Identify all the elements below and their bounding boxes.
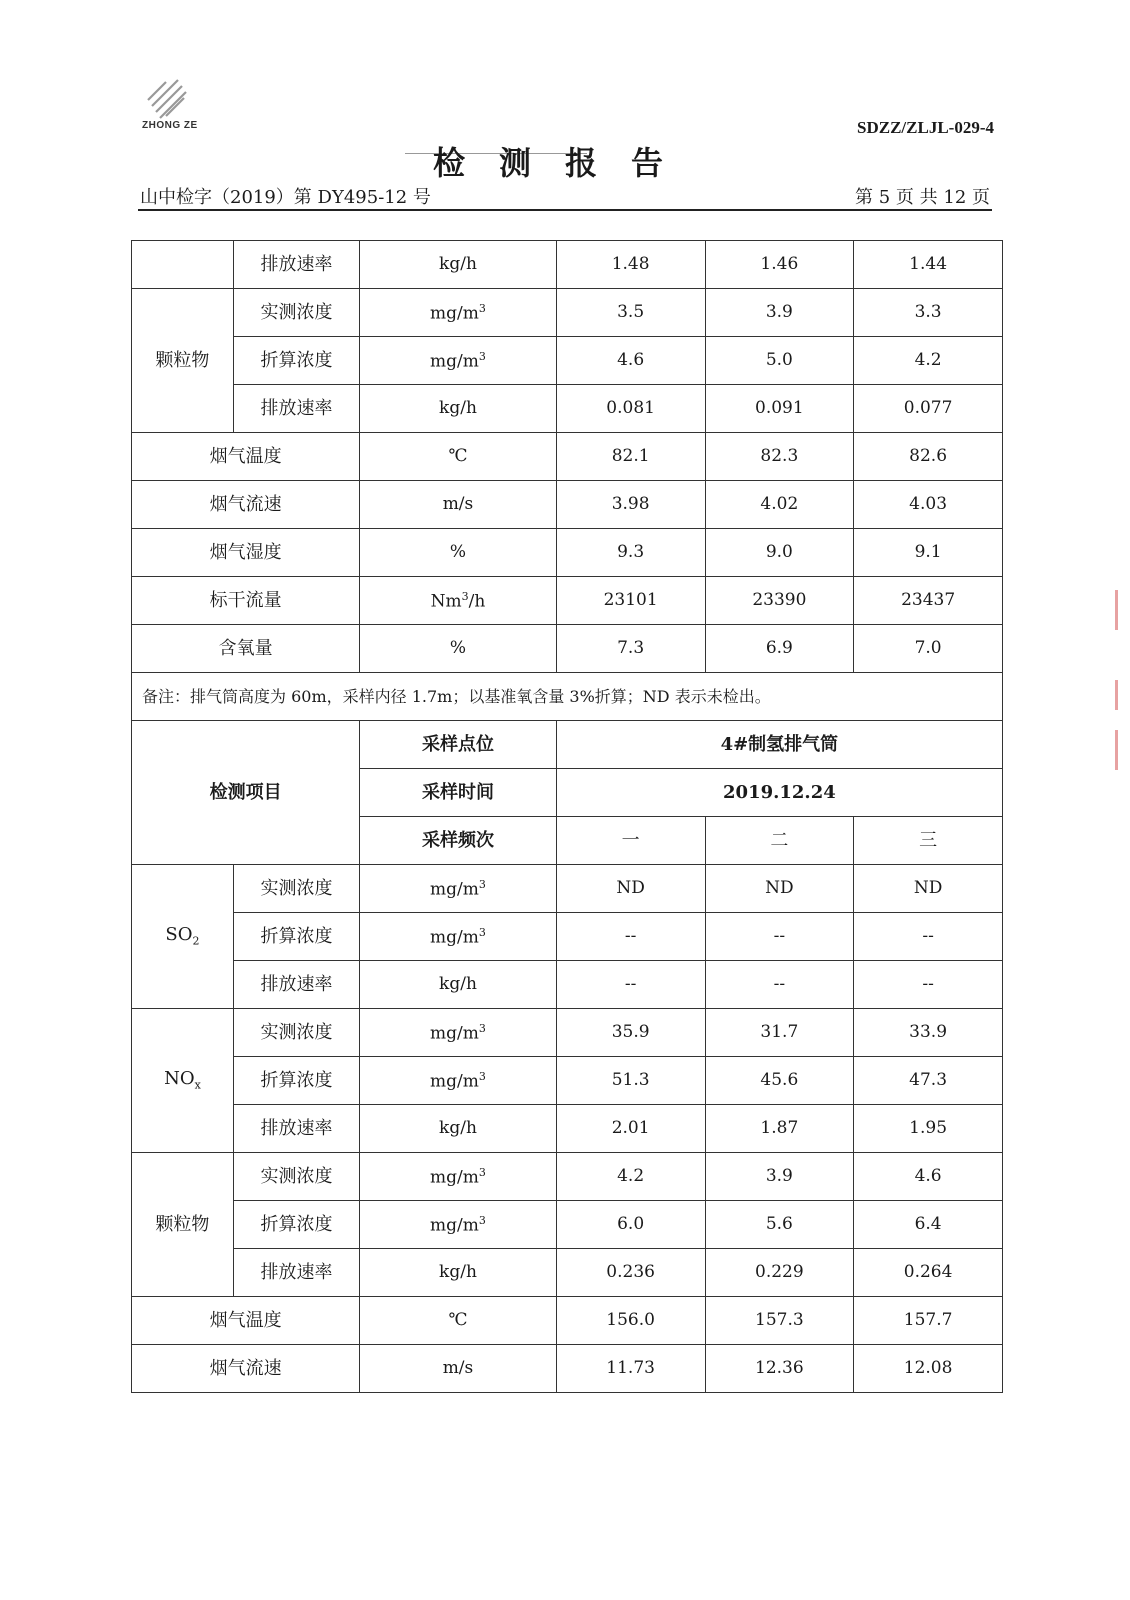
value-cell: 9.1 <box>854 529 1003 577</box>
page-title: 检测报告 <box>432 144 697 182</box>
document-code: SDZZ/ZLJL-029-4 <box>857 118 994 137</box>
table-row <box>132 289 1003 337</box>
item-cell: 折算浓度 <box>233 1201 359 1249</box>
note-cell: 备注：排气筒高度为 60m，采样内径 1.7m；以基准氧含量 3%折算；ND 表示未检出。 <box>132 673 1003 721</box>
note-row <box>132 673 1003 721</box>
table-row <box>132 529 1003 577</box>
table-row <box>132 1345 1003 1393</box>
value-cell: -- <box>556 961 705 1009</box>
value-cell: 9.0 <box>705 529 854 577</box>
unit-cell: $mg/m^3$ <box>360 865 557 913</box>
unit-cell: $mg/m^3$ <box>360 1153 557 1201</box>
unit-cell: $mg/m^3$ <box>360 289 557 337</box>
value-cell: -- <box>705 961 854 1009</box>
value-cell: 157.7 <box>854 1297 1003 1345</box>
value-cell: 82.3 <box>705 433 854 481</box>
value-cell: 45.6 <box>705 1057 854 1105</box>
value-cell: 0.229 <box>705 1249 854 1297</box>
table-row <box>132 1249 1003 1297</box>
group-cell <box>132 241 234 289</box>
param-cell: 烟气流速 <box>132 1345 360 1393</box>
item-cell: 排放速率 <box>233 961 359 1009</box>
table-row <box>132 961 1003 1009</box>
item-cell: 折算浓度 <box>233 913 359 961</box>
unit-cell: kg/h <box>360 1105 557 1153</box>
value-cell: 47.3 <box>854 1057 1003 1105</box>
unit-cell: kg/h <box>360 1249 557 1297</box>
unit-cell: $mg/m^3$ <box>360 1057 557 1105</box>
unit-cell: m/s <box>360 481 557 529</box>
item-cell: 排放速率 <box>233 241 359 289</box>
value-cell: 31.7 <box>705 1009 854 1057</box>
time-value: 2019.12.24 <box>556 769 1002 817</box>
value-cell: 12.36 <box>705 1345 854 1393</box>
item-cell: 折算浓度 <box>233 337 359 385</box>
value-cell: 0.264 <box>854 1249 1003 1297</box>
param-cell: 烟气温度 <box>132 433 360 481</box>
seal-edge-mark <box>1115 590 1118 630</box>
value-cell: 1.87 <box>705 1105 854 1153</box>
page-info: 第 5 页 共 12 页 <box>855 187 990 208</box>
unit-cell: kg/h <box>360 241 557 289</box>
point-label: 采样点位 <box>360 721 557 769</box>
value-cell: 4.2 <box>854 337 1003 385</box>
unit-cell: kg/h <box>360 961 557 1009</box>
value-cell: 5.0 <box>705 337 854 385</box>
param-cell: 标干流量 <box>132 577 360 625</box>
param-cell: 烟气流速 <box>132 481 360 529</box>
point-value: 4#制氢排气筒 <box>556 721 1002 769</box>
table-row <box>132 577 1003 625</box>
value-cell: 4.02 <box>705 481 854 529</box>
item-cell: 实测浓度 <box>233 289 359 337</box>
test-item-header: 检测项目 <box>132 721 360 865</box>
table-row <box>132 1297 1003 1345</box>
value-cell: ND <box>854 865 1003 913</box>
value-cell: 23390 <box>705 577 854 625</box>
table-row <box>132 1153 1003 1201</box>
report-number: 山中检字（2019）第 DY495-12 号 <box>140 187 431 208</box>
value-cell: 3.98 <box>556 481 705 529</box>
value-cell: 6.9 <box>705 625 854 673</box>
value-cell: -- <box>556 913 705 961</box>
table-row <box>132 1057 1003 1105</box>
value-cell: 12.08 <box>854 1345 1003 1393</box>
seal-edge-mark <box>1115 680 1118 710</box>
value-cell: ND <box>705 865 854 913</box>
value-cell: 23437 <box>854 577 1003 625</box>
value-cell: 4.2 <box>556 1153 705 1201</box>
group-cell: $NO_x$ <box>132 1009 234 1153</box>
table-header-row <box>132 721 1003 769</box>
value-cell: 51.3 <box>556 1057 705 1105</box>
value-cell: 23101 <box>556 577 705 625</box>
value-cell: 5.6 <box>705 1201 854 1249</box>
logo-text: ZHONG ZE <box>142 120 198 131</box>
value-cell: 33.9 <box>854 1009 1003 1057</box>
group-cell: 颗粒物 <box>132 289 234 433</box>
value-cell: 0.236 <box>556 1249 705 1297</box>
unit-cell: % <box>360 625 557 673</box>
value-cell: 0.077 <box>854 385 1003 433</box>
unit-cell: $mg/m^3$ <box>360 337 557 385</box>
unit-cell: ℃ <box>360 1297 557 1345</box>
value-cell: 4.03 <box>854 481 1003 529</box>
freq-cell: 一 <box>556 817 705 865</box>
value-cell: -- <box>854 961 1003 1009</box>
group-cell: $SO_2$ <box>132 865 234 1009</box>
value-cell: 3.3 <box>854 289 1003 337</box>
unit-cell: % <box>360 529 557 577</box>
item-cell: 排放速率 <box>233 1249 359 1297</box>
value-cell: 0.091 <box>705 385 854 433</box>
unit-cell: $mg/m^3$ <box>360 1201 557 1249</box>
value-cell: 7.3 <box>556 625 705 673</box>
freq-label: 采样频次 <box>360 817 557 865</box>
unit-cell: $mg/m^3$ <box>360 913 557 961</box>
value-cell: 4.6 <box>556 337 705 385</box>
value-cell: 6.4 <box>854 1201 1003 1249</box>
time-label: 采样时间 <box>360 769 557 817</box>
item-cell: 折算浓度 <box>233 1057 359 1105</box>
value-cell: 1.48 <box>556 241 705 289</box>
unit-cell: ℃ <box>360 433 557 481</box>
value-cell: 82.1 <box>556 433 705 481</box>
param-cell: 含氧量 <box>132 625 360 673</box>
unit-cell: m/s <box>360 1345 557 1393</box>
table-row <box>132 1201 1003 1249</box>
param-cell: 烟气温度 <box>132 1297 360 1345</box>
unit-cell: kg/h <box>360 385 557 433</box>
freq-cell: 二 <box>705 817 854 865</box>
table-row <box>132 1009 1003 1057</box>
value-cell: -- <box>854 913 1003 961</box>
table-row <box>132 433 1003 481</box>
value-cell: ND <box>556 865 705 913</box>
value-cell: 156.0 <box>556 1297 705 1345</box>
table-row <box>132 913 1003 961</box>
table-row <box>132 1105 1003 1153</box>
value-cell: 11.73 <box>556 1345 705 1393</box>
table-row <box>132 625 1003 673</box>
value-cell: 1.46 <box>705 241 854 289</box>
value-cell: 3.9 <box>705 289 854 337</box>
value-cell: 157.3 <box>705 1297 854 1345</box>
table-row <box>132 241 1003 289</box>
value-cell: 2.01 <box>556 1105 705 1153</box>
value-cell: 3.5 <box>556 289 705 337</box>
freq-cell: 三 <box>854 817 1003 865</box>
table-row <box>132 337 1003 385</box>
table-row <box>132 865 1003 913</box>
param-cell: 烟气湿度 <box>132 529 360 577</box>
value-cell: 3.9 <box>705 1153 854 1201</box>
value-cell: 9.3 <box>556 529 705 577</box>
value-cell: 0.081 <box>556 385 705 433</box>
table-row <box>132 481 1003 529</box>
header-rule <box>138 209 992 211</box>
value-cell: 4.6 <box>854 1153 1003 1201</box>
unit-cell: Nm$^3$/h <box>360 577 557 625</box>
unit-cell: $mg/m^3$ <box>360 1009 557 1057</box>
value-cell: -- <box>705 913 854 961</box>
value-cell: 7.0 <box>854 625 1003 673</box>
item-cell: 排放速率 <box>233 385 359 433</box>
item-cell: 实测浓度 <box>233 1009 359 1057</box>
table-row <box>132 385 1003 433</box>
monitoring-table <box>131 240 1003 1393</box>
item-cell: 实测浓度 <box>233 865 359 913</box>
value-cell: 6.0 <box>556 1201 705 1249</box>
value-cell: 1.95 <box>854 1105 1003 1153</box>
item-cell: 实测浓度 <box>233 1153 359 1201</box>
item-cell: 排放速率 <box>233 1105 359 1153</box>
value-cell: 82.6 <box>854 433 1003 481</box>
seal-edge-mark <box>1115 730 1118 770</box>
value-cell: 35.9 <box>556 1009 705 1057</box>
value-cell: 1.44 <box>854 241 1003 289</box>
group-cell: 颗粒物 <box>132 1153 234 1297</box>
